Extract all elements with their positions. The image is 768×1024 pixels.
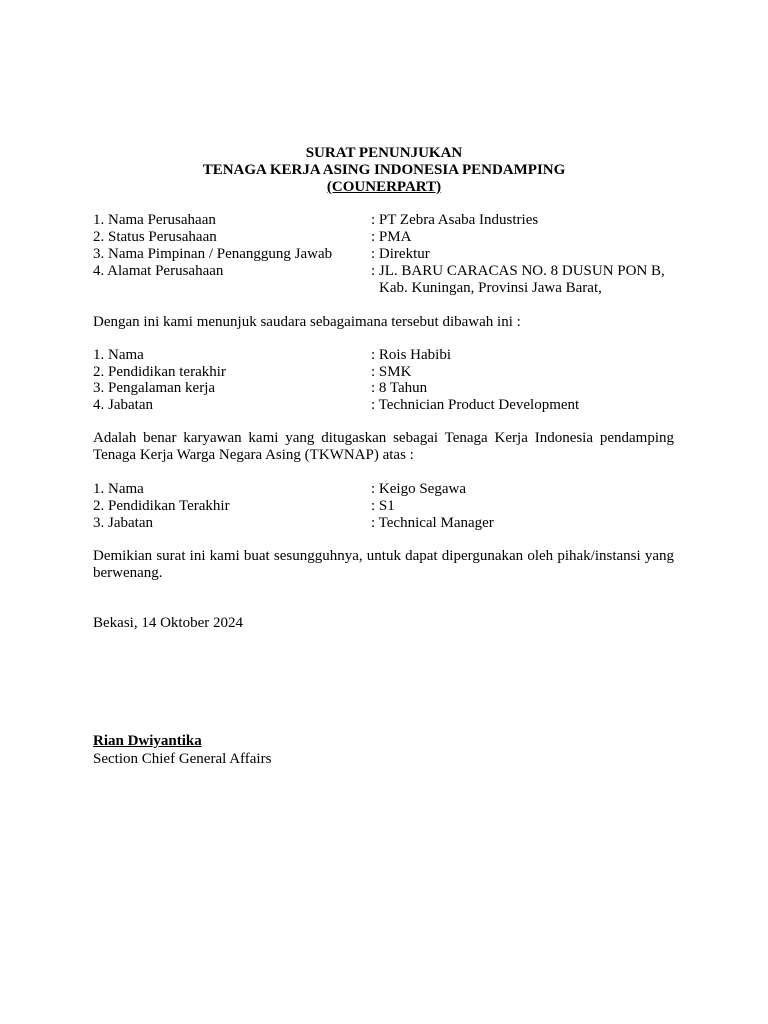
field-value: : Direktur: [371, 246, 430, 262]
place-date: Bekasi, 14 Oktober 2024: [93, 615, 243, 631]
field-value: : Technician Product Development: [371, 397, 580, 413]
statement-paragraph: Adalah benar karyawan kami yang ditugaskan sebagai Tenaga Kerja Indonesia pendamping Tenaga Kerja Warga Negara Asing (TKWNAP) atas :: [93, 430, 674, 463]
field-label: 2. Pendidikan Terakhir: [93, 498, 230, 514]
intro-text: Dengan ini kami menunjuk saudara sebagaimana tersebut dibawah ini :: [93, 314, 521, 330]
field-value: : Technical Manager: [371, 515, 494, 531]
closing-paragraph: Demikian surat ini kami buat sesungguhnya, untuk dapat dipergunakan oleh pihak/instansi yang berwenang.: [93, 548, 674, 581]
field-value: : PT Zebra Asaba Industries: [371, 212, 539, 228]
field-label: 1. Nama: [93, 347, 144, 363]
field-label: 1. Nama Perusahaan: [93, 212, 216, 228]
field-label: 2. Status Perusahaan: [93, 229, 217, 245]
field-value: : Keigo Segawa: [371, 481, 466, 497]
field-value: : PMA: [371, 229, 412, 245]
company-address-continuation: Kab. Kuningan, Provinsi Jawa Barat,: [379, 280, 602, 296]
field-label: 3. Jabatan: [93, 515, 153, 531]
letter-title: SURAT PENUNJUKAN: [305, 145, 463, 161]
field-label: 3. Nama Pimpinan / Penanggung Jawab: [93, 246, 333, 262]
field-label: 4. Alamat Perusahaan: [93, 263, 224, 279]
signatory-name: Rian Dwiyantika: [93, 733, 202, 749]
letter-subtitle-note: (COUNERPART): [326, 179, 442, 195]
field-label: 2. Pendidikan terakhir: [93, 364, 226, 380]
field-value: : S1: [371, 498, 395, 514]
field-value: : JL. BARU CARACAS NO. 8 DUSUN PON B,: [371, 263, 665, 279]
field-label: 4. Jabatan: [93, 397, 153, 413]
field-value: : 8 Tahun: [371, 380, 428, 396]
field-label: 3. Pengalaman kerja: [93, 380, 216, 396]
field-value: : Rois Habibi: [371, 347, 452, 363]
signatory-title: Section Chief General Affairs: [93, 751, 272, 767]
field-value: : SMK: [371, 364, 412, 380]
field-label: 1. Nama: [93, 481, 144, 497]
letter-subtitle: TENAGA KERJA ASING INDONESIA PENDAMPING: [202, 162, 566, 178]
